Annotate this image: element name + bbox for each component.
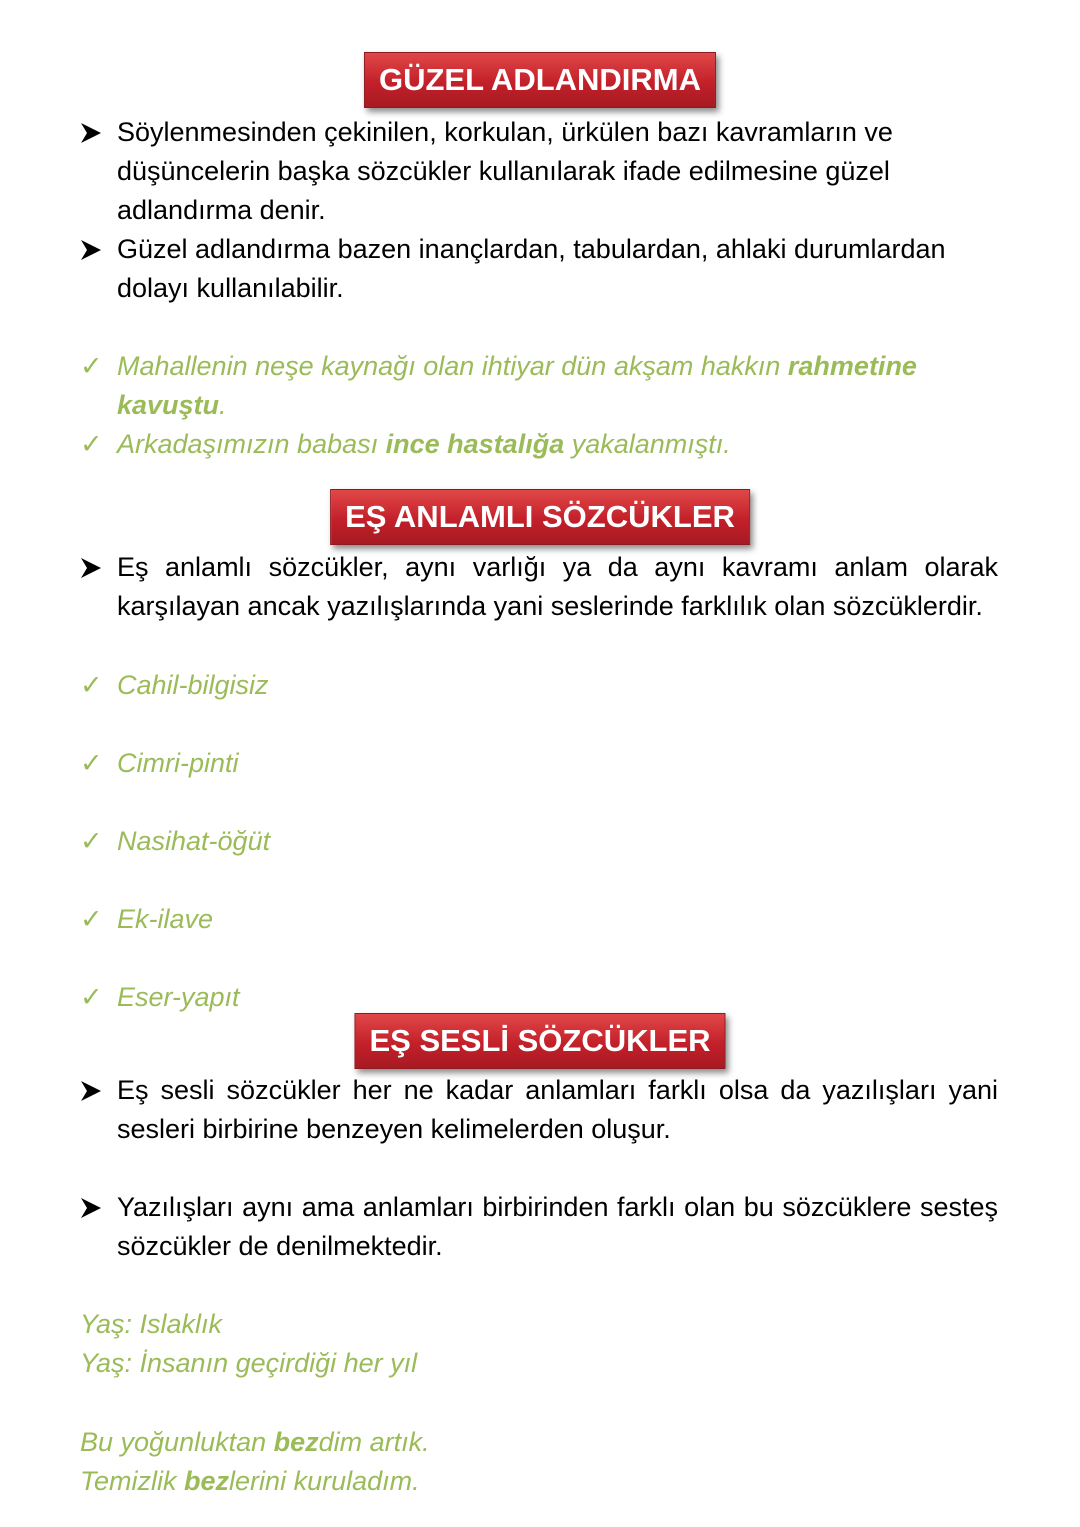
section3-examples xyxy=(80,1305,998,1383)
example-item xyxy=(80,900,998,939)
bullet-text: Yazılışları aynı ama anlamları birbirinden farklı olan bu sözcüklere sesteş sözcükler de denilmektedir. xyxy=(117,1192,998,1261)
bullet-item xyxy=(80,113,998,230)
example-item xyxy=(80,666,998,705)
example-bold: rahmetine kavuştu xyxy=(117,351,917,420)
checkmark-icon: ✓ xyxy=(80,429,103,459)
example-item xyxy=(80,822,998,861)
example-text: Cahil-bilgisiz xyxy=(117,670,269,700)
checkmark-icon: ✓ xyxy=(80,351,103,381)
arrow-bullet-icon xyxy=(80,548,110,590)
example-before: Mahallenin neşe kaynağı olan ihtiyar dün akşam hakkın xyxy=(117,351,788,381)
bullet-text: Eş anlamlı sözcükler, aynı varlığı ya da aynı kavramı anlam olarak karşılayan ancak yazılışlarında yani seslerinde farklılık olan sözcüklerdir. xyxy=(117,552,998,621)
example-item xyxy=(80,425,998,464)
heading-es-sesli-sozcukler: EŞ SESLİ SÖZCÜKLER xyxy=(354,1013,725,1069)
example-text: Eser-yapıt xyxy=(117,982,240,1012)
example-item xyxy=(80,744,998,783)
example-before: Arkadaşımızın babası xyxy=(117,429,386,459)
section1-examples xyxy=(80,347,998,464)
arrow-bullet-icon xyxy=(80,1188,110,1230)
example-after: . xyxy=(219,390,227,420)
arrow-bullet-icon xyxy=(80,113,110,155)
sentence-after: dim artık. xyxy=(318,1427,430,1457)
bullet-item xyxy=(80,230,998,308)
example-text: Nasihat-öğüt xyxy=(117,826,271,856)
example-item xyxy=(80,978,998,1017)
example-text: Cimri-pinti xyxy=(117,748,239,778)
checkmark-icon: ✓ xyxy=(80,826,103,856)
checkmark-icon: ✓ xyxy=(80,982,103,1012)
example-line: Yaş: İnsanın geçirdiği her yıl xyxy=(80,1348,418,1378)
sentence-bold: bez xyxy=(184,1466,230,1496)
checkmark-icon: ✓ xyxy=(80,670,103,700)
section1-bullets xyxy=(80,113,998,308)
section2-bullets xyxy=(80,548,998,626)
bullet-item xyxy=(80,548,998,626)
example-item xyxy=(80,347,998,425)
example-after: yakalanmıştı. xyxy=(564,429,731,459)
bullet-item xyxy=(80,1188,998,1266)
bullet-text: Söylenmesinden çekinilen, korkulan, ürkülen bazı kavramların ve düşüncelerin başka sözcükler kullanılarak ifade edilmesine güzel adlandırma denir. xyxy=(117,117,893,225)
bullet-text: Eş sesli sözcükler her ne kadar anlamları farklı olsa da yazılışları yani sesleri birbirine benzeyen kelimelerden oluşur. xyxy=(117,1075,998,1144)
checkmark-icon: ✓ xyxy=(80,904,103,934)
sentence-before: Temizlik xyxy=(80,1466,185,1496)
example-text: Ek-ilave xyxy=(117,904,214,934)
example-line: Yaş: Islaklık xyxy=(80,1309,223,1339)
arrow-bullet-icon xyxy=(80,230,110,272)
section2-examples xyxy=(80,666,998,1017)
sentence-bold: bez xyxy=(273,1427,319,1457)
sentence-before: Bu yoğunluktan xyxy=(80,1427,274,1457)
heading-es-anlamli-sozcukler: EŞ ANLAMLI SÖZCÜKLER xyxy=(330,489,750,545)
example-sentence xyxy=(80,1423,998,1462)
example-sentence xyxy=(80,1462,998,1501)
heading-guzel-adlandirma: GÜZEL ADLANDIRMA xyxy=(364,52,716,108)
sentence-after: lerini kuruladım. xyxy=(229,1466,420,1496)
example-bold: ince hastalığa xyxy=(385,429,565,459)
arrow-bullet-icon xyxy=(80,1071,110,1113)
section3-sentences xyxy=(80,1423,998,1501)
checkmark-icon: ✓ xyxy=(80,748,103,778)
section3-bullets xyxy=(80,1071,998,1266)
bullet-item xyxy=(80,1071,998,1149)
bullet-text: Güzel adlandırma bazen inançlardan, tabulardan, ahlaki durumlardan dolayı kullanılabilir. xyxy=(117,234,946,303)
